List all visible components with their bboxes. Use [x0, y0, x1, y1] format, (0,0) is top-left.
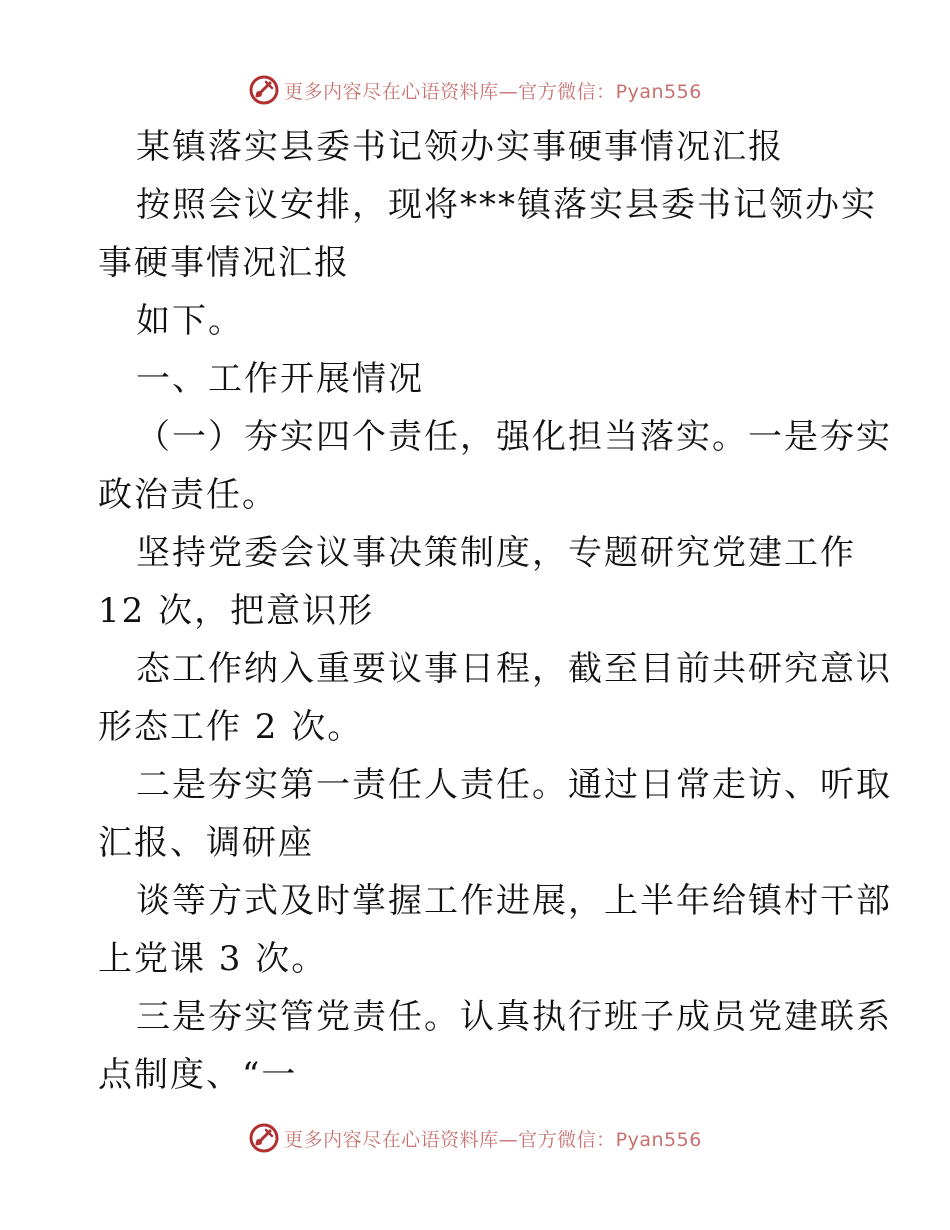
text-line: 12 次，把意识形	[98, 591, 375, 631]
text-line: 态工作纳入重要议事日程，截至目前共研究意识	[136, 649, 892, 689]
text-line: 如下。	[136, 301, 244, 341]
text-line: 点制度、“一	[98, 1055, 298, 1095]
text-line: 事硬事情况汇报	[98, 243, 350, 283]
brand-logo-icon	[248, 1122, 280, 1154]
text-line: 汇报、调研座	[98, 823, 314, 863]
text-line: 形态工作 2 次。	[98, 707, 364, 747]
text-line: 坚持党委会议事决策制度，专题研究党建工作	[136, 533, 856, 573]
watermark-text: 更多内容尽在心语资料库—官方微信：Pyan556	[284, 1128, 702, 1151]
watermark-text: 更多内容尽在心语资料库—官方微信：Pyan556	[284, 80, 702, 103]
footer-watermark	[0, 1118, 950, 1158]
document-body	[98, 118, 892, 1104]
text-line: 上党课 3 次。	[98, 939, 328, 979]
text-line: 三是夯实管党责任。认真执行班子成员党建联系	[136, 997, 892, 1037]
text-line: 按照会议安排，现将***镇落实县委书记领办实	[136, 185, 877, 225]
text-line: 二是夯实第一责任人责任。通过日常走访、听取	[136, 765, 892, 805]
text-line: 某镇落实县委书记领办实事硬事情况汇报	[136, 127, 784, 167]
header-watermark	[0, 70, 950, 110]
text-line: 政治责任。	[98, 475, 278, 515]
text-line: 一、工作开展情况	[136, 359, 424, 399]
text-line: 谈等方式及时掌握工作进展，上半年给镇村干部	[136, 881, 892, 921]
brand-logo-icon	[248, 74, 280, 106]
text-line: （一）夯实四个责任，强化担当落实。一是夯实	[136, 417, 892, 457]
